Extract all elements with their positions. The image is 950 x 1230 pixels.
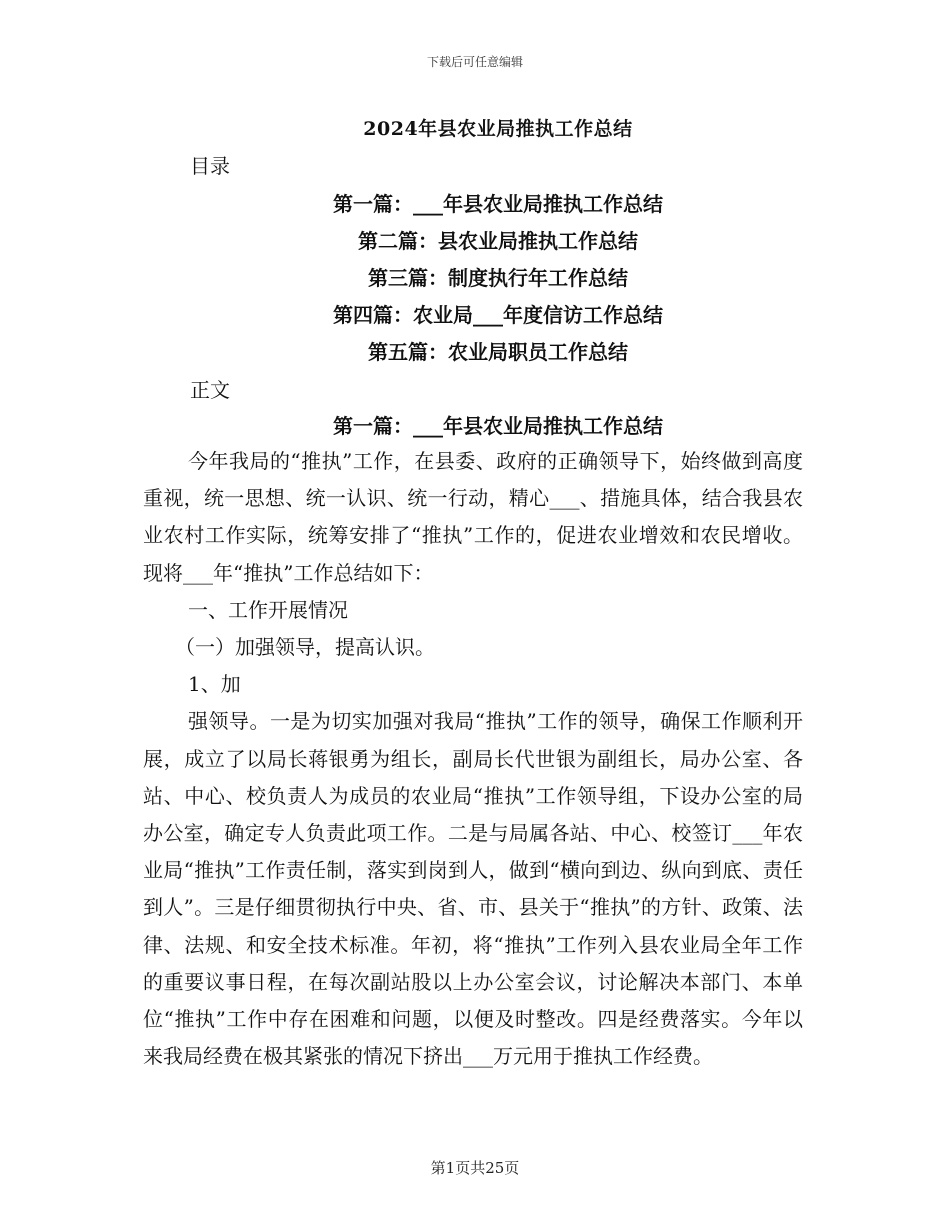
- heading-subsection-1: （一）加强领导，提高认识。: [175, 635, 435, 660]
- page-footer: 第1页共25页: [430, 1159, 520, 1177]
- heading-item-1: 1、加: [188, 672, 241, 697]
- toc-item-1: 第一篇：___年县农业局推执工作总结: [333, 192, 663, 216]
- paragraph-intro: 今年我局的“推执”工作，在县委、政府的正确领导下，始终做到高度重视，统一思想、统一认识、统一行动，精心___、措施具体，结合我县农业农村工作实际，统筹安排了“推执”工作的，促进农业增效和农民增收。现将___年“推执”工作总结如下：: [143, 449, 803, 585]
- document-body: [143, 443, 803, 1075]
- header-note: 下载后可任意编辑: [426, 55, 523, 69]
- toc-item-2: 第二篇：县农业局推执工作总结: [358, 229, 638, 253]
- toc-item-4: 第四篇：农业局___年度信访工作总结: [333, 303, 663, 327]
- heading-section-1: 一、工作开展情况: [188, 597, 348, 622]
- document-title: 2024年县农业局推执工作总结: [363, 118, 633, 140]
- toc-label: 目录: [190, 154, 230, 178]
- toc-item-5: 第五篇：农业局职员工作总结: [368, 340, 628, 364]
- body-label: 正文: [190, 378, 230, 402]
- toc-item-3: 第三篇：制度执行年工作总结: [368, 266, 628, 290]
- section-title: 第一篇：___年县农业局推执工作总结: [333, 414, 663, 438]
- paragraph-leadership: 强领导。一是为切实加强对我局“推执”工作的领导，确保工作顺利开展，成立了以局长蒋银勇为组长，副局长代世银为副组长，局办公室、各站、中心、校负责人为成员的农业局“推执”工作领导组，下设办公室的局办公室，确定专人负责此项工作。二是与局属各站、中心、校签订___年农业局“推执”工作责任制，落实到岗到人，做到“横向到边、纵向到底、责任到人”。三是仔细贯彻执行中央、省、市、县关于“推执”的方针、政策、法律、法规、和安全技术标准。年初，将“推执”工作列入县农业局全年工作的重要议事日程，在每次副站股以上办公室会议，讨论解决本部门、本单位“推执”工作中存在困难和问题，以便及时整改。四是经费落实。今年以来我局经费在极其紧张的情况下挤出___万元用于推执工作经费。: [143, 709, 803, 1069]
